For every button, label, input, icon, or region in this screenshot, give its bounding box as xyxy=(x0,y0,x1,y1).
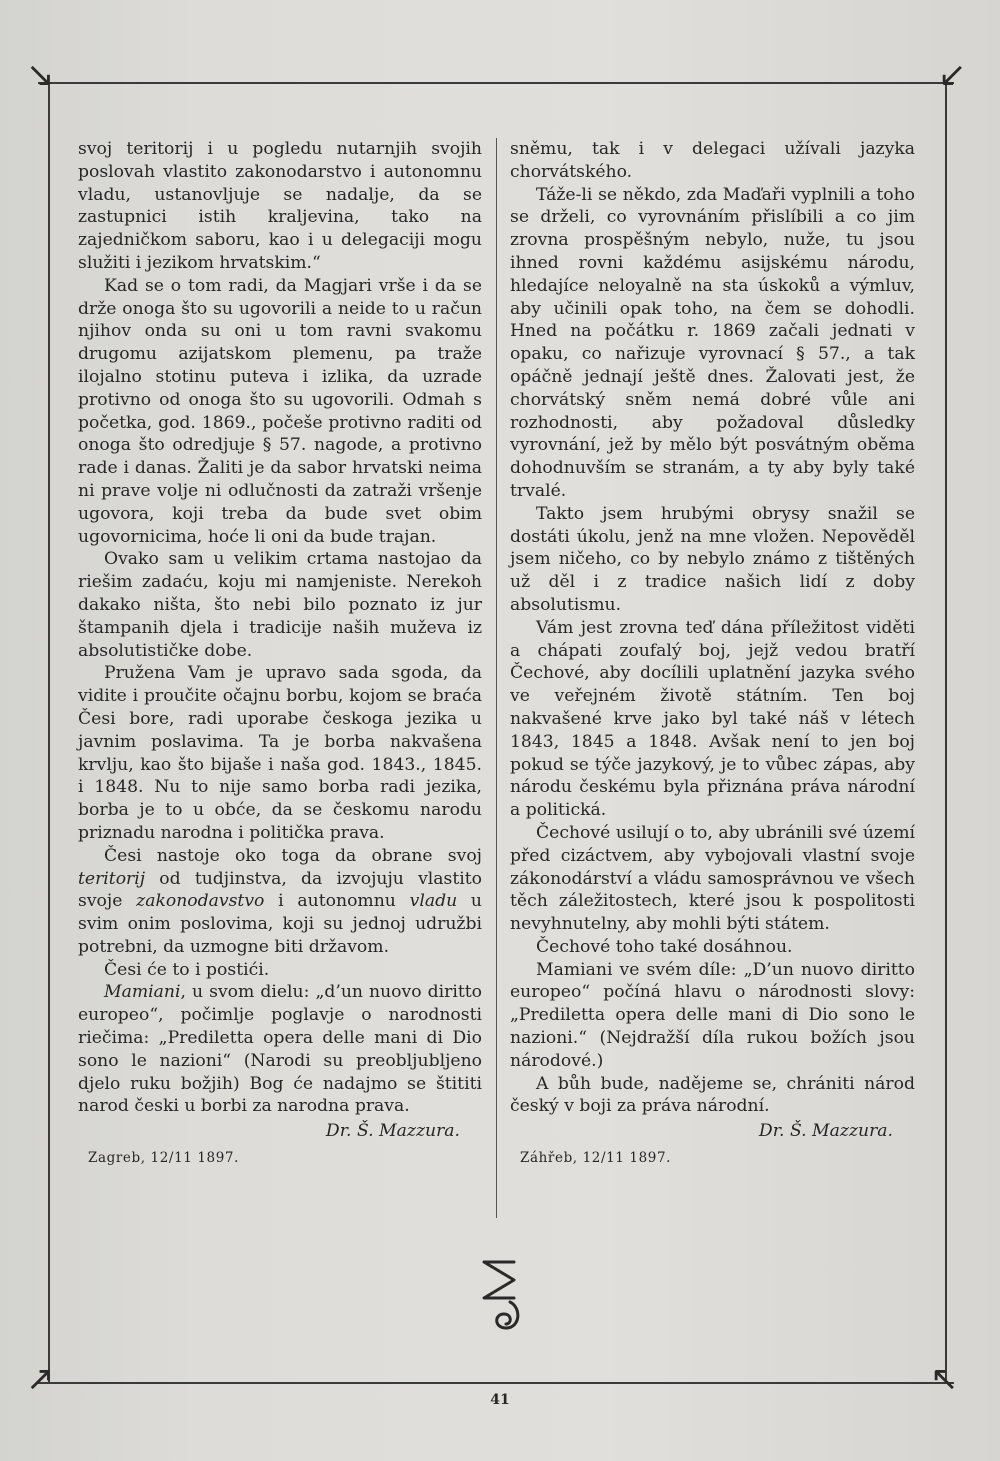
left-column-croatian xyxy=(78,138,482,1168)
left-paragraph-5 xyxy=(78,845,482,959)
left-p7-emphasis-mamiani: Mamiani xyxy=(104,982,181,1003)
corner-ornament-top-left-icon: ↘ xyxy=(26,55,55,95)
left-p7-text: , u svom dielu: „d’un nuovo diritto europeo“, počimlje poglavje o narodnosti riečima: „Prediletta opera delle mani di Dio sono le nazioni“ (Narodi su preobljubljeno djelo ruku božjih) Bog će nadajmo se štititi narod česki u borbi za narodna prava. xyxy=(78,982,482,1117)
right-paragraph-2: Táže-li se někdo, zda Maďaři vyplnili a toho se drželi, co vyrovnáním přislíbili a co jim zrovna prospěšným nebylo, nuže, tu jsou ihned rovni každému asijskému národu, hledajíce neloyalně na sta úskoků a výmluv, aby učinili opak toho, na čem se dohodli. Hned na počátku r. 1869 začali jednati v opaku, co nařizuje vyrovnací § 57., a tak opáčně jednají ještě dnes. Žalovati jest, že chorvátský sněm nemá dobré vůle ani rozhodnosti, aby požadoval důsledky vyrovnání, jež by mělo být posvátným oběma dohodnuvším se stranám, a ty aby byly také trvalé. xyxy=(510,184,915,501)
right-signature: Dr. Š. Mazzura. xyxy=(758,1121,893,1142)
left-p5-emphasis-vladu: vladu xyxy=(409,891,458,912)
right-paragraph-1: sněmu, tak i v delegaci užívali jazyka chorvátského. xyxy=(510,139,915,182)
left-paragraph-4: Pružena Vam je upravo sada sgoda, da vidite i proučite očajnu borbu, kojom se braća Česi bore, radi uporabe českoga jezika u javnim poslavima. Ta je borba nakvašena krvlju, kao što bijaše i naša god. 1843., 1845. i 1848. Nu to nije samo borba radi jezika, borba je to u obće, da se českomu narodu priznadu narodna i politička prava. xyxy=(78,663,482,843)
left-dateline: Zagreb, 12/11 1897. xyxy=(88,1150,239,1167)
corner-ornament-bottom-left-icon: ↗ xyxy=(26,1359,55,1399)
left-paragraph-1: svoj teritorij i u pogledu nutarnjih svojih poslovah vlastito zakonodarstvo i autonomnu vladu, ustanovljuje se nadalje, da se zastupnici istih kraljevina, tako na zajedničkom saboru, kao i u delegaciji mogu služiti i jezikom hrvatskim.“ xyxy=(78,139,482,273)
frame-bottom-rule xyxy=(38,1382,954,1384)
right-paragraph-8: A bůh bude, nadějeme se, chrániti národ český v boji za práva národní. xyxy=(510,1073,915,1117)
corner-ornament-top-right-icon: ↙ xyxy=(938,55,967,95)
right-paragraph-7: Mamiani ve svém díle: „D’un nuovo diritto europeo“ počíná hlavu o národnosti slovy: „Prediletta opera delle mani di Dio sono le nazioni.“ (Nejdražší díla rukou božích jsou národové.) xyxy=(510,959,915,1071)
left-paragraph-6: Česi će to i postići. xyxy=(104,959,270,980)
left-p5-text-d: u svim onim poslovima, koji su jednoj udružbi potrebni, da uzmogne biti državom. xyxy=(78,891,482,957)
left-paragraph-7 xyxy=(78,981,482,1118)
page-number: 41 xyxy=(490,1392,510,1408)
left-paragraph-3: Ovako sam u velikim crtama nastojao da riešim zadaću, koju mi namjeniste. Nerekoh dakako ništa, što nebi bilo poznato iz jur štampanih djela i tradicije naših muževa iz absolutističke dobe. xyxy=(78,549,482,661)
column-divider xyxy=(496,138,497,1218)
frame-right-rule xyxy=(945,82,947,1382)
frame-left-rule xyxy=(48,82,50,1382)
left-p5-text-b: od tudjinstva, da izvojuju vlastito svoje xyxy=(78,868,482,912)
right-paragraph-4: Vám jest zrovna teď dána příležitost viděti a chápati zoufalý boj, jejž vedou bratří Čechové, aby docílili uplatnění jazyka svého ve veřejném životě státním. Ten boj nakvašené krve jako byl také náš v létech 1843, 1845 a 1848. Avšak není to jen boj pokud se týče jazykový, je to vůbec zápas, aby národu českému byla přiznána práva národní a politická. xyxy=(510,617,915,821)
right-dateline: Záhřeb, 12/11 1897. xyxy=(520,1150,672,1167)
left-p5-text-a: Česi nastoje oko toga da obrane svoj xyxy=(104,845,482,866)
left-p5-emphasis-zakonodavstvo: zakonodavstvo xyxy=(136,891,265,912)
right-paragraph-5: Čechové usilují o to, aby ubránili své území před cizáctvem, aby vybojovali vlastní svoje zákonodárství a vládu samosprávnou ve všech těch záležitostech, které jsou k pospolitosti nevyhnutelny, aby mohli býti státem. xyxy=(510,822,915,935)
decorative-monogram-icon xyxy=(470,1258,530,1336)
frame-top-rule xyxy=(38,82,954,84)
left-signature: Dr. Š. Mazzura. xyxy=(325,1121,460,1142)
corner-ornament-bottom-right-icon: ↖ xyxy=(930,1359,959,1399)
right-paragraph-3: Takto jsem hrubými obrysy snažil se dostáti úkolu, jenž na mne vložen. Nepověděl jsem ničeho, co by nebylo známo z tištěných už děl i z tradice našich lidí z doby absolutismu. xyxy=(510,503,915,615)
left-p5-emphasis-teritorij: teritorij xyxy=(78,868,146,889)
left-p5-text-c: i autonomnu xyxy=(264,891,410,912)
left-paragraph-2: Kad se o tom radi, da Magjari vrše i da se drže onoga što su ugovorili a neide to u račun njihov onda su oni u tom ravni svakomu drugomu azijatskom plemenu, pa traže ilojalno stotinu puteva i izlika, da uzrade protivno od onoga što su ugovorili. Odmah s početka, god. 1869., počeše protivno raditi od onoga što odredjuje § 57. nagode, a protivno rade i danas. Žaliti je da sabor hrvatski neima ni prave volje ni odlučnosti da zatraži vršenje ugovora, koji treba da bude svet obim ugovornicima, hoće li oni da bude trajan. xyxy=(78,275,482,547)
right-paragraph-6: Čechové toho také dosáhnou. xyxy=(536,936,793,957)
right-column-czech xyxy=(510,138,915,1168)
